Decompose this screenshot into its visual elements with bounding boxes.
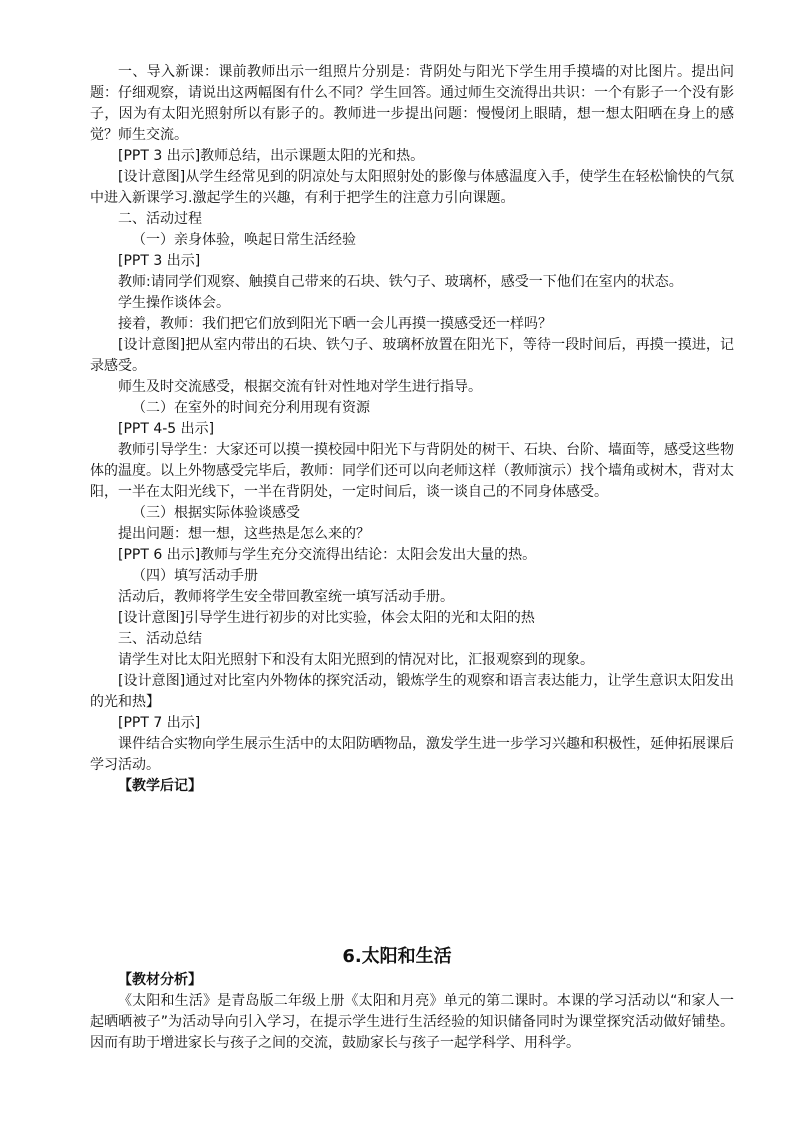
lesson-plan-paragraph: 师生及时交流感受，根据交流有针对性地对学生进行指导。: [118, 379, 482, 395]
lesson-plan-paragraph: [PPT 7 出示]: [118, 715, 201, 731]
analysis-paragraph: 【教材分析】: [118, 972, 202, 988]
lesson-plan-paragraph: 教师:请同学们观察、触摸自己带来的石块、铁勺子、玻璃杯，感受一下他们在室内的状态。: [118, 274, 683, 290]
lesson-plan-paragraph: 活动后，教师将学生安全带回教室统一填写活动手册。: [118, 589, 454, 605]
lesson-plan-paragraph: [设计意图]把从室内带出的石块、铁勺子、玻璃杯放置在阳光下，等待一段时间后，再摸一摸进，记录感受。: [90, 337, 734, 374]
lesson-plan-paragraph: 三、活动总结: [118, 631, 202, 647]
lesson-plan-paragraph: （四）填写活动手册: [132, 568, 258, 584]
lesson-plan-paragraph: 提出问题：想一想，这些热是怎么来的？: [118, 526, 370, 542]
textbook-analysis: [90, 970, 734, 1054]
analysis-paragraph: 《太阳和生活》是青岛版二年级上册《太阳和月亮》单元的第二课时。本课的学习活动以“和家人一起晒晒被子”为活动导向引入学习，在提示学生进行生活经验的知识储备同时为课堂探究活动做好铺垫。因而有助于增进家长与孩子之间的交流，鼓励家长与孩子一起学科学、用科学。: [90, 993, 734, 1051]
lesson-plan-paragraph: 一、导入新课：课前教师出示一组照片分别是：背阴处与阳光下学生用手摸墙的对比图片。提出问题：仔细观察，请说出这两幅图有什么不同？学生回答。通过师生交流得出共识：一个有影子一个没有影子，因为有太阳光照射所以有影子的。教师进一步提出问题：慢慢闭上眼睛，想一想太阳晒在身上的感觉？师生交流。: [90, 64, 734, 143]
lesson-plan-paragraph: [设计意图]引导学生进行初步的对比实验，体会太阳的光和太阳的热: [118, 610, 535, 626]
lesson-plan-paragraph: 【教学后记】: [118, 778, 202, 794]
lesson-plan-paragraph: [设计意图]从学生经常见到的阴凉处与太阳照射处的影像与体感温度入手，使学生在轻松愉快的气氛中进入新课学习.激起学生的兴趣，有利于把学生的注意力引向课题。: [90, 169, 734, 206]
lesson-plan-paragraph: [PPT 3 出示]教师总结，出示课题太阳的光和热。: [118, 148, 425, 164]
lesson-plan-paragraph: 请学生对比太阳光照射下和没有太阳光照到的情况对比，汇报观察到的现象。: [118, 652, 594, 668]
lesson-plan-body: [90, 62, 734, 797]
lesson-plan-paragraph: （二）在室外的时间充分利用现有资源: [132, 400, 370, 416]
lesson-plan-paragraph: 学生操作谈体会。: [118, 295, 230, 311]
lesson-plan-paragraph: [设计意图]通过对比室内外物体的探究活动，锻炼学生的观察和语言表达能力，让学生意识太阳发出的光和热】: [90, 673, 734, 710]
lesson-plan-paragraph: [PPT 3 出示]: [118, 253, 201, 269]
lesson-plan-paragraph: （一）亲身体验，唤起日常生活经验: [132, 232, 356, 248]
lesson-plan-paragraph: [PPT 4-5 出示]: [118, 421, 215, 437]
lesson-plan-paragraph: [PPT 6 出示]教师与学生充分交流得出结论：太阳会发出大量的热。: [118, 547, 537, 563]
lesson-title: 6.太阳和生活: [342, 946, 452, 967]
lesson-plan-paragraph: 二、活动过程: [118, 211, 202, 227]
lesson-plan-paragraph: （三）根据实际体验谈感受: [132, 505, 300, 521]
lesson-plan-paragraph: 接着，教师：我们把它们放到阳光下晒一会儿再摸一摸感受还一样吗？: [118, 316, 552, 332]
lesson-plan-paragraph: 课件结合实物向学生展示生活中的太阳防晒物品，激发学生进一步学习兴趣和积极性，延伸拓展课后学习活动。: [90, 736, 734, 773]
lesson-plan-paragraph: 教师引导学生：大家还可以摸一摸校园中阳光下与背阴处的树干、石块、台阶、墙面等，感受这些物体的温度。以上外物感受完毕后，教师：同学们还可以向老师这样（教师演示）找个墙角或树木，背对太阳，一半在太阳光线下，一半在背阴处，一定时间后，谈一谈自己的不同身体感受。: [90, 442, 734, 500]
